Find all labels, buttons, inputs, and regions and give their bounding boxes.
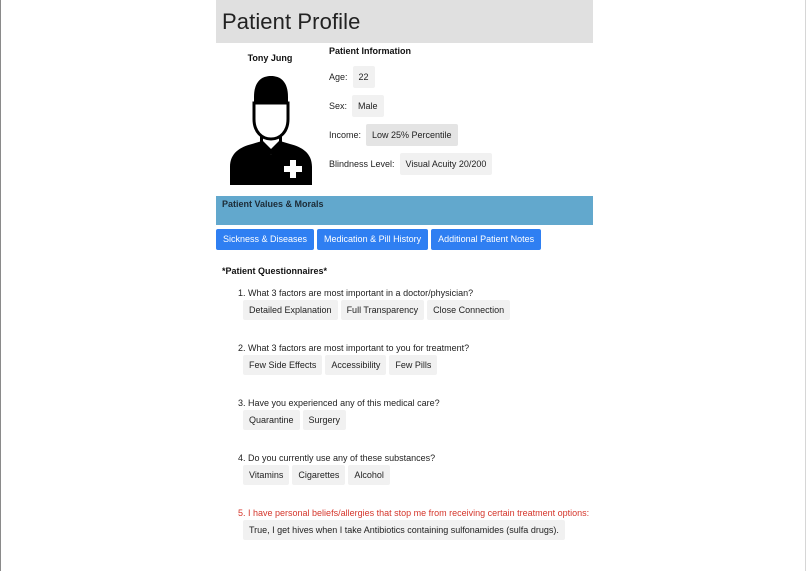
- sex-value: Male: [352, 95, 384, 117]
- question-5-answers: [243, 520, 589, 540]
- medication-pill-history-button[interactable]: Medication & Pill History: [317, 229, 428, 250]
- question-5: [238, 508, 589, 540]
- sickness-diseases-button[interactable]: Sickness & Diseases: [216, 229, 314, 250]
- patient-profile-page: [216, 0, 593, 571]
- doctor-avatar-icon: [230, 75, 312, 185]
- questionnaire-title: *Patient Questionnaires*: [222, 266, 328, 276]
- answer-chip: Alcohol: [348, 465, 390, 485]
- answer-chip: Detailed Explanation: [243, 300, 338, 320]
- question-2-answers: [243, 355, 469, 375]
- patient-information-heading: Patient Information: [329, 46, 412, 56]
- answer-chip: Vitamins: [243, 465, 289, 485]
- sex-row: [329, 95, 384, 117]
- question-1-answers: [243, 300, 510, 320]
- question-4-text: 4. Do you currently use any of these substances?: [238, 453, 436, 463]
- age-label: Age:: [329, 72, 348, 82]
- income-value: Low 25% Percentile: [366, 124, 458, 146]
- patient-values-label: Patient Values & Morals: [222, 199, 324, 209]
- answer-chip: Few Pills: [389, 355, 437, 375]
- question-4-answers: [243, 465, 435, 485]
- page-title: Patient Profile: [222, 8, 361, 34]
- additional-patient-notes-button[interactable]: Additional Patient Notes: [431, 229, 541, 250]
- answer-chip: Quarantine: [243, 410, 300, 430]
- question-3: [238, 398, 440, 430]
- answer-chip: Close Connection: [427, 300, 510, 320]
- patient-name: Tony Jung: [247, 53, 293, 63]
- income-row: [329, 124, 458, 146]
- answer-chip: Surgery: [303, 410, 347, 430]
- question-2-text: 2. What 3 factors are most important to you for treatment?: [238, 343, 470, 353]
- profile-section: [216, 43, 593, 196]
- patient-values-bar[interactable]: [216, 196, 593, 225]
- question-1: [238, 288, 510, 320]
- sex-label: Sex:: [329, 101, 348, 111]
- answer-chip: Accessibility: [325, 355, 386, 375]
- question-5-text: 5. I have personal beliefs/allergies that stop me from receiving certain treatment options:: [238, 508, 590, 518]
- question-4: [238, 453, 435, 485]
- question-1-text: 1. What 3 factors are most important in a doctor/physician?: [238, 288, 474, 298]
- answer-chip: Few Side Effects: [243, 355, 322, 375]
- question-3-answers: [243, 410, 440, 430]
- age-value: 22: [353, 66, 375, 88]
- income-label: Income:: [329, 130, 362, 140]
- page-header: [216, 0, 593, 43]
- answer-chip: Full Transparency: [341, 300, 425, 320]
- question-3-text: 3. Have you experienced any of this medical care?: [238, 398, 440, 408]
- question-2: [238, 343, 469, 375]
- blindness-level-row: [329, 153, 492, 175]
- age-row: [329, 66, 375, 88]
- patient-tabs: [216, 229, 593, 250]
- blindness-level-value: Visual Acuity 20/200: [400, 153, 493, 175]
- blindness-level-label: Blindness Level:: [329, 159, 395, 169]
- answer-chip: True, I get hives when I take Antibiotics containing sulfonamides (sulfa drugs).: [243, 520, 565, 540]
- answer-chip: Cigarettes: [292, 465, 345, 485]
